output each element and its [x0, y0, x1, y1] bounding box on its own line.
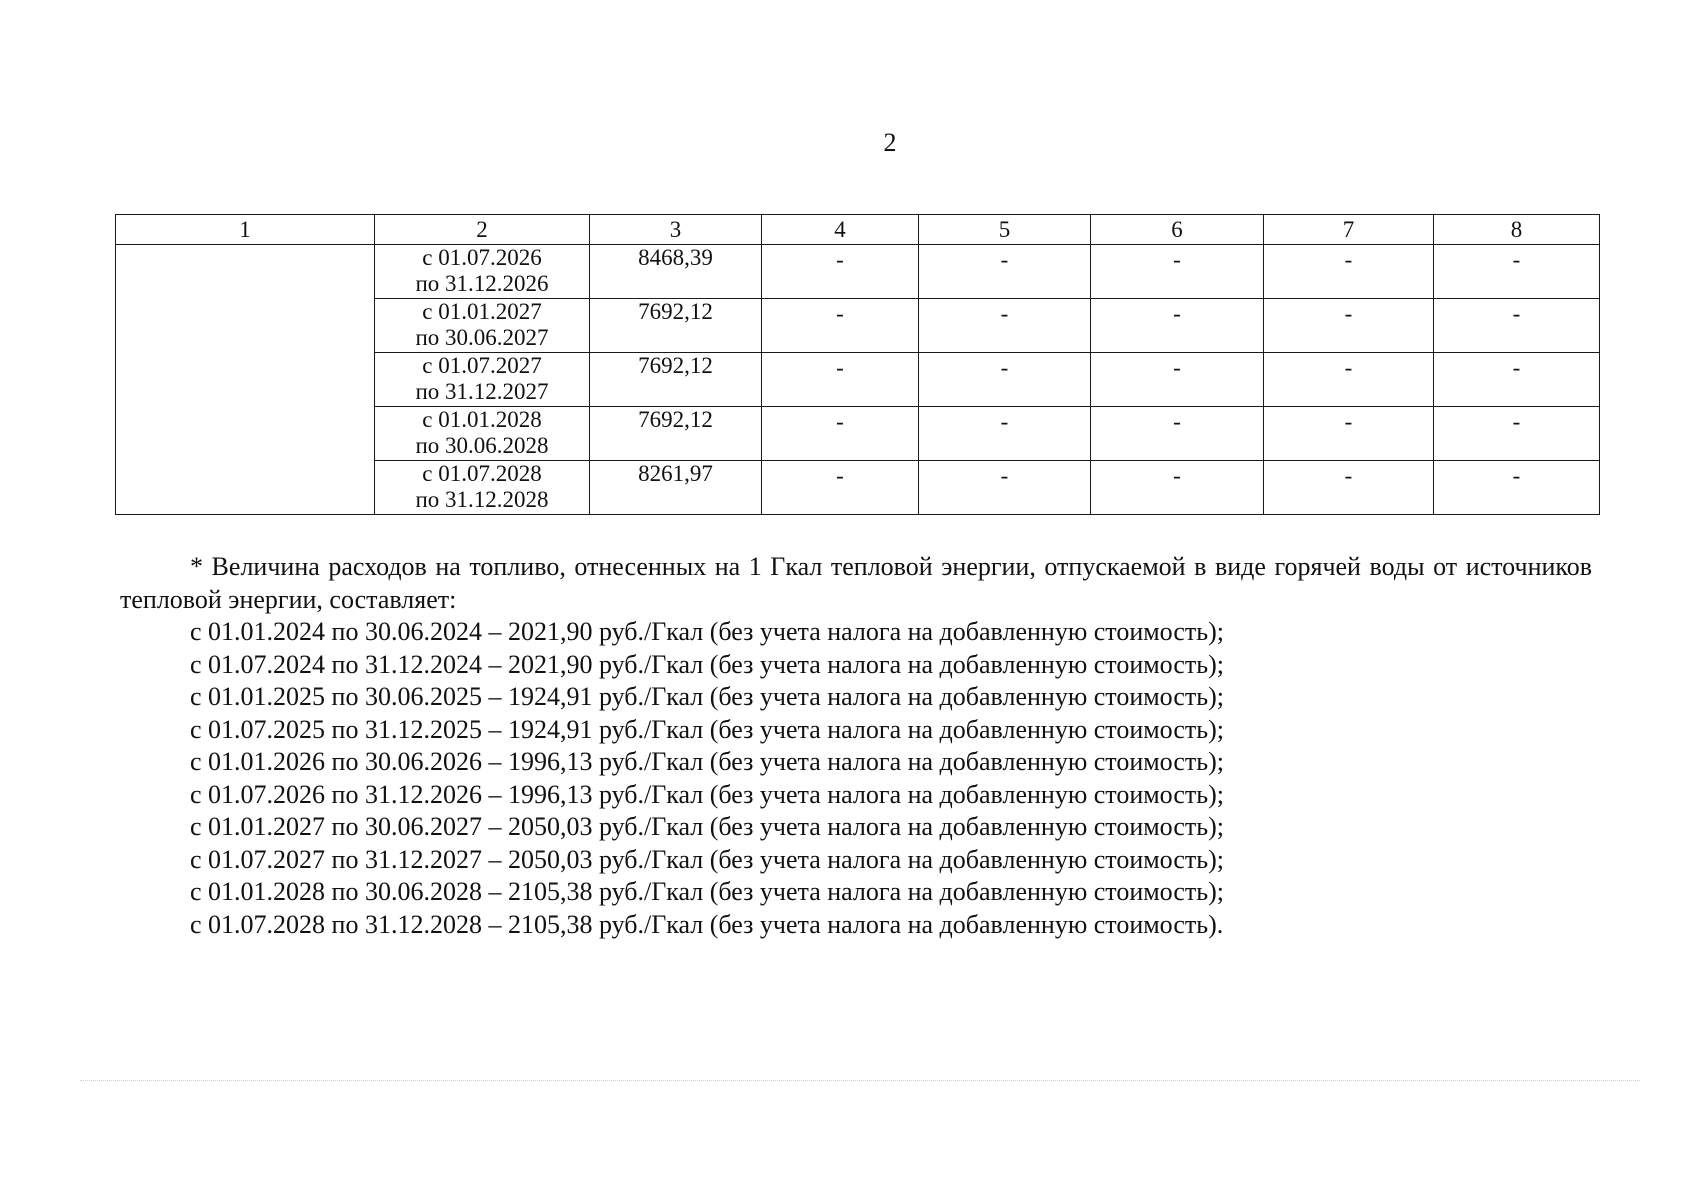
- list-item: с 01.07.2026 по 31.12.2026 – 1996,13 руб./Гкал (без учета налога на добавленную стоимость);: [190, 779, 1224, 809]
- period-cell: [375, 245, 590, 299]
- dash-value: -: [836, 463, 844, 488]
- period-cell: [375, 461, 590, 515]
- list-item: с 01.01.2028 по 30.06.2028 – 2105,38 руб./Гкал (без учета налога на добавленную стоимость);: [190, 877, 1224, 906]
- column-header: 7: [1264, 215, 1434, 245]
- value-cell: 7692,12: [590, 299, 762, 353]
- list-item: с 01.01.2026 по 30.06.2026 – 1996,13 руб./Гкал (без учета налога на добавленную стоимость);: [190, 747, 1224, 776]
- dash-value: -: [1173, 247, 1181, 272]
- dash-value: -: [1000, 409, 1009, 434]
- fuel-cost-list: [120, 616, 1592, 941]
- dash-cell: [1091, 461, 1264, 515]
- dash-cell: [919, 461, 1091, 515]
- list-item: с 01.07.2028 по 31.12.2028 – 2105,38 руб./Гкал (без учета налога на добавленную стоимость).: [190, 909, 1224, 939]
- table-header-row: [116, 215, 1600, 245]
- period-cell: [375, 407, 590, 461]
- period-from: с 01.01.2027: [422, 299, 542, 324]
- dash-value: -: [1512, 409, 1521, 434]
- dash-value: -: [1344, 247, 1353, 272]
- dash-cell: [1091, 245, 1264, 299]
- period-to: по 30.06.2027: [415, 325, 549, 350]
- period-from: с 01.07.2026: [422, 245, 542, 270]
- period-cell: [375, 353, 590, 407]
- dash-cell: [1264, 353, 1434, 407]
- list-item: с 01.01.2024 по 30.06.2024 – 2021,90 руб./Гкал (без учета налога на добавленную стоимость);: [190, 617, 1224, 646]
- dash-value: -: [1000, 247, 1009, 272]
- period-to: по 30.06.2028: [415, 433, 549, 458]
- dash-value: -: [1000, 463, 1009, 488]
- period-to: по 31.12.2026: [415, 271, 549, 296]
- dash-value: -: [1173, 463, 1181, 488]
- dash-cell: [1434, 407, 1600, 461]
- list-item: с 01.01.2027 по 30.06.2027 – 2050,03 руб./Гкал (без учета налога на добавленную стоимость);: [190, 812, 1224, 841]
- dash-value: -: [1344, 463, 1353, 488]
- dash-value: -: [836, 409, 844, 434]
- dash-cell: [762, 353, 919, 407]
- dash-value: -: [1000, 355, 1009, 380]
- period-to: по 31.12.2028: [415, 487, 549, 512]
- dash-value: -: [1173, 355, 1181, 380]
- dash-value: -: [1512, 463, 1521, 488]
- dash-cell: [762, 299, 919, 353]
- column-header: 2: [375, 215, 590, 245]
- value-cell: 8261,97: [590, 461, 762, 515]
- dash-value: -: [1000, 301, 1009, 326]
- dash-cell: [1434, 245, 1600, 299]
- column-header: 3: [590, 215, 762, 245]
- dash-cell: [1264, 299, 1434, 353]
- tariff-table: [115, 214, 1600, 515]
- dash-value: -: [1344, 301, 1353, 326]
- dash-cell: [1434, 299, 1600, 353]
- period-cell: [375, 299, 590, 353]
- dash-cell: [1434, 353, 1600, 407]
- dash-cell: [1091, 299, 1264, 353]
- column-header: 6: [1091, 215, 1264, 245]
- dash-value: -: [1344, 355, 1353, 380]
- dash-cell: [1264, 407, 1434, 461]
- value-cell: 7692,12: [590, 407, 762, 461]
- scan-noise-line: [80, 1080, 1640, 1081]
- dash-cell: [1091, 407, 1264, 461]
- dash-value: -: [1512, 247, 1521, 272]
- dash-value: -: [1512, 355, 1521, 380]
- dash-cell: [762, 461, 919, 515]
- period-from: с 01.07.2027: [422, 353, 542, 378]
- dash-cell: [1264, 245, 1434, 299]
- dash-cell: [919, 407, 1091, 461]
- period-to: по 31.12.2027: [415, 379, 549, 404]
- dash-cell: [762, 245, 919, 299]
- dash-value: -: [1173, 301, 1181, 326]
- footnote-block: [120, 551, 1592, 941]
- column-header: 8: [1434, 215, 1600, 245]
- dash-value: -: [1173, 409, 1181, 434]
- dash-cell: [919, 245, 1091, 299]
- table-row: [116, 245, 1600, 299]
- dash-value: -: [1344, 409, 1353, 434]
- dash-value: -: [836, 301, 844, 326]
- value-cell: 8468,39: [590, 245, 762, 299]
- dash-value: -: [836, 247, 844, 272]
- column-header: 5: [919, 215, 1091, 245]
- dash-value: -: [836, 355, 844, 380]
- dash-cell: [762, 407, 919, 461]
- dash-cell: [1091, 353, 1264, 407]
- dash-cell: [1434, 461, 1600, 515]
- period-from: с 01.07.2028: [422, 461, 542, 486]
- merged-empty-cell: [116, 245, 375, 515]
- dash-value: -: [1512, 301, 1521, 326]
- dash-cell: [1264, 461, 1434, 515]
- page-number: 2: [883, 128, 897, 157]
- column-header: 1: [116, 215, 375, 245]
- value-cell: 7692,12: [590, 353, 762, 407]
- list-item: с 01.07.2025 по 31.12.2025 – 1924,91 руб./Гкал (без учета налога на добавленную стоимость);: [190, 714, 1224, 744]
- period-from: с 01.01.2028: [422, 407, 542, 432]
- footnote-intro: * Величина расходов на топливо, отнесенных на 1 Гкал тепловой энергии, отпускаемой в виде горячей воды от источников тепловой энергии, составляет:: [120, 552, 1592, 614]
- dash-cell: [919, 299, 1091, 353]
- dash-cell: [919, 353, 1091, 407]
- list-item: с 01.07.2024 по 31.12.2024 – 2021,90 руб./Гкал (без учета налога на добавленную стоимость);: [190, 649, 1224, 679]
- column-header: 4: [762, 215, 919, 245]
- list-item: с 01.01.2025 по 30.06.2025 – 1924,91 руб./Гкал (без учета налога на добавленную стоимость);: [190, 682, 1224, 711]
- list-item: с 01.07.2027 по 31.12.2027 – 2050,03 руб./Гкал (без учета налога на добавленную стоимость);: [190, 844, 1224, 874]
